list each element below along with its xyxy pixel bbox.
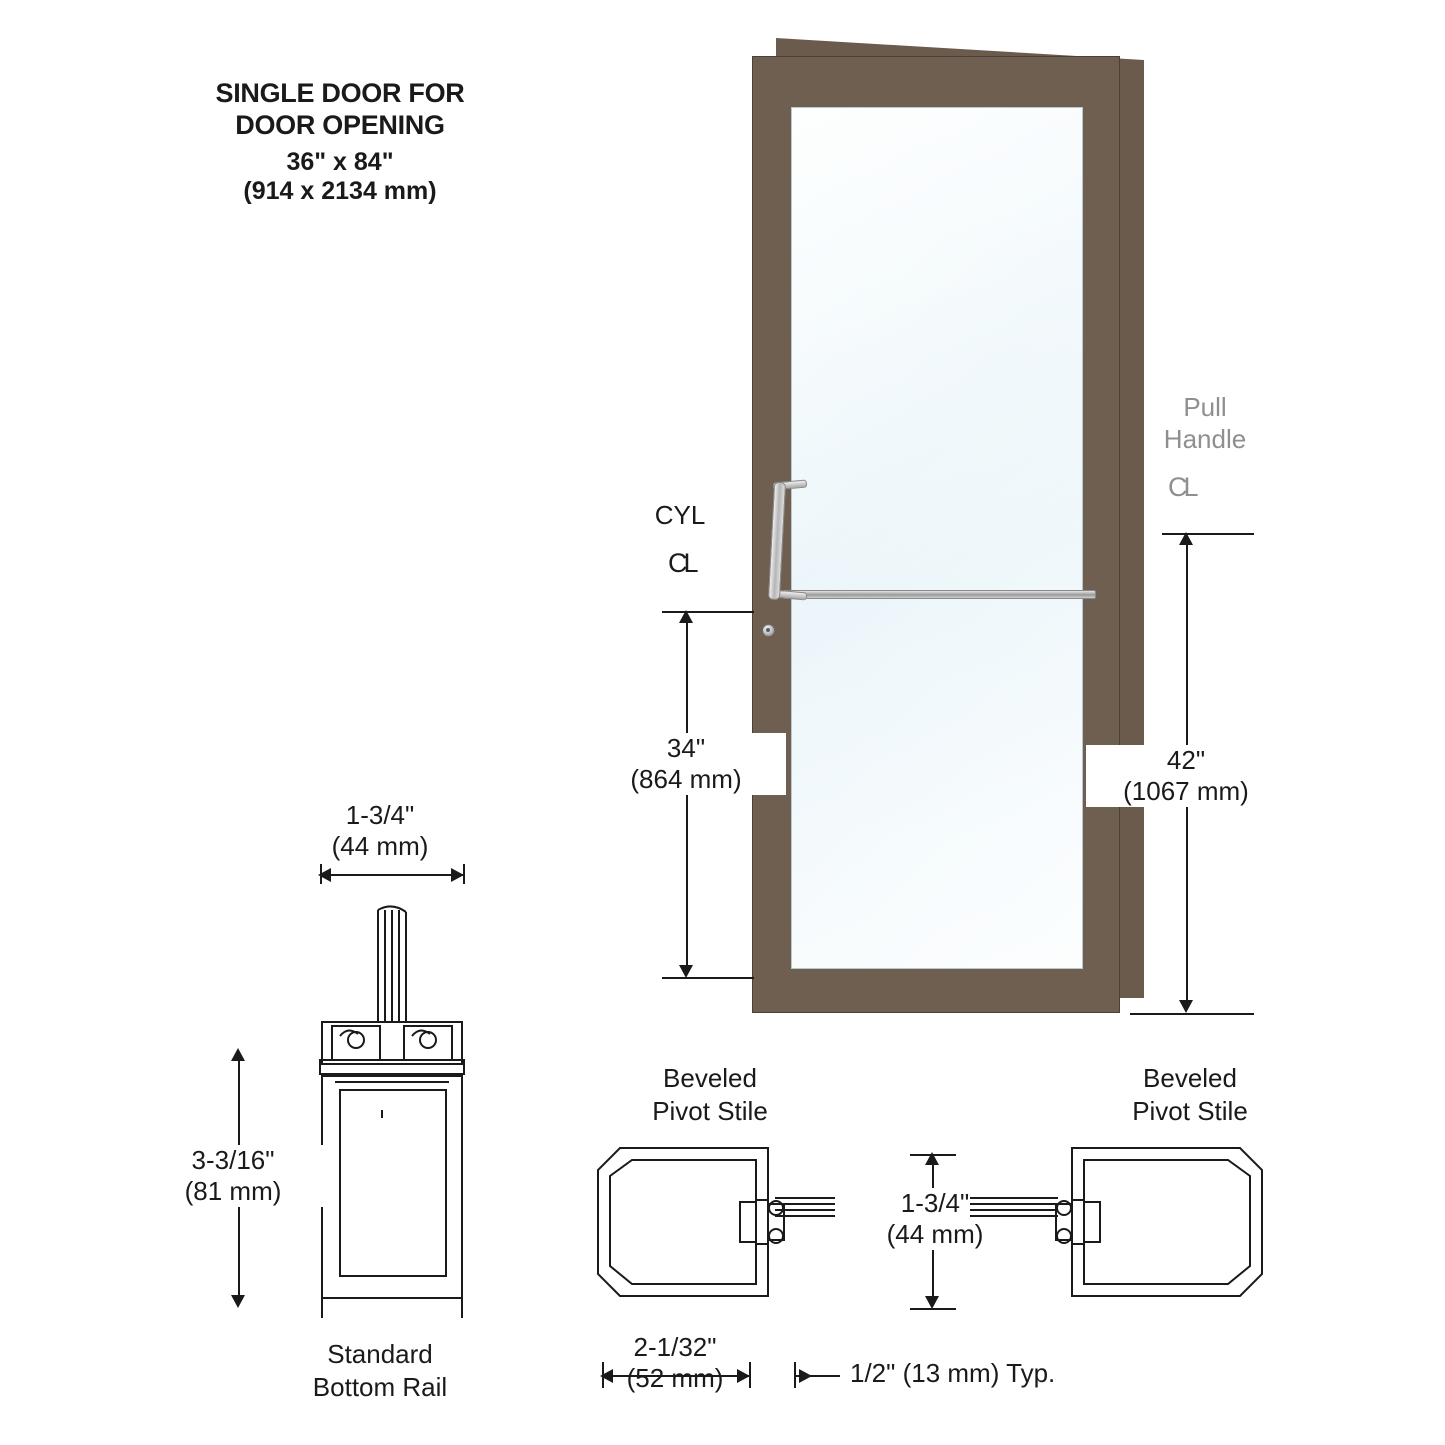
bottom-rail-caption	[230, 1338, 530, 1403]
door-glass-panel	[791, 107, 1083, 969]
right-stile-caption-line-2: Pivot Stile	[1132, 1095, 1248, 1126]
right-stile-caption	[1060, 1062, 1320, 1127]
bottom-rail-height-mm: (81 mm)	[184, 1176, 282, 1207]
title-line-1: SINGLE DOOR FOR	[215, 78, 465, 108]
bottom-rail-caption-line-2: Bottom Rail	[312, 1371, 448, 1402]
typ-dim-arrow	[799, 1369, 812, 1383]
left-stile-profile-svg	[590, 1142, 800, 1302]
pull-handle-centerline-symbol: CL	[1168, 472, 1195, 502]
stile-thickness-ext-bottom	[910, 1308, 956, 1310]
bottom-rail-width-value	[260, 800, 500, 862]
cylinder-keyway-icon	[766, 628, 770, 632]
stile-thickness-ext-top	[910, 1154, 956, 1156]
cyl-dimension-mm: (864 mm)	[630, 764, 742, 795]
glass-reflection	[792, 108, 1082, 968]
bottom-rail-width-mm: (44 mm)	[331, 831, 429, 862]
left-stile-caption-line-2: Pivot Stile	[652, 1095, 768, 1126]
pull-handle-label-line-1: Pull	[1183, 392, 1227, 422]
right-stile-profile-svg	[1040, 1142, 1270, 1302]
pull-dimension-value	[1086, 745, 1286, 807]
cyl-extension-line-bottom	[662, 977, 754, 979]
bottom-rail-caption-line-1: Standard	[327, 1339, 433, 1369]
pivot-stile-sections	[580, 1063, 1320, 1420]
cyl-dimension-inches: 34"	[666, 733, 706, 763]
right-stile-caption-line-1: Beveled	[1143, 1063, 1237, 1093]
stile-depth-value	[575, 1332, 775, 1394]
push-bar-hardware	[783, 590, 1096, 599]
typ-dimension-value: 1/2" (13 mm) Typ.	[850, 1358, 1056, 1388]
bottom-rail-width-ext-right	[463, 864, 465, 884]
title-block	[170, 78, 510, 207]
cyl-dimension-value	[586, 733, 786, 795]
left-stile-caption-line-1: Beveled	[663, 1063, 757, 1093]
pull-extension-line-bottom	[1130, 1013, 1254, 1015]
pull-handle-grip	[768, 482, 786, 600]
cyl-centerline-symbol: CL	[668, 548, 695, 578]
bottom-rail-width-dim-line	[320, 874, 464, 876]
pull-dimension-inches: 42"	[1166, 745, 1206, 775]
left-stile-caption	[580, 1062, 840, 1127]
stile-depth-mm: (52 mm)	[626, 1363, 724, 1394]
bottom-rail-height-arrow-top	[231, 1048, 245, 1061]
pull-handle-label-line-2: Handle	[1163, 424, 1247, 454]
title-line-2: DOOR OPENING	[235, 109, 445, 140]
bottom-rail-height-arrow-bottom	[231, 1295, 245, 1308]
door-frame	[752, 56, 1120, 1013]
pull-extension-line-top	[1162, 533, 1254, 535]
bottom-rail-height-inches: 3-3/16"	[191, 1145, 275, 1175]
stile-depth-inches: 2-1/32"	[633, 1332, 717, 1362]
bottom-rail-width-ext-left	[320, 864, 322, 884]
pull-dimension-mm: (1067 mm)	[1123, 776, 1249, 807]
pull-dim-arrow-bottom	[1179, 1000, 1193, 1013]
stile-thickness-inches: 1-3/4"	[900, 1188, 970, 1218]
door-elevation-drawing	[752, 38, 1144, 1013]
title-opening-size-inches: 36" x 84"	[286, 147, 394, 176]
cyl-extension-line-top	[662, 611, 754, 613]
bottom-rail-height-value	[138, 1145, 328, 1207]
bottom-rail-section-drawing	[184, 790, 500, 1420]
bottom-rail-width-inches: 1-3/4"	[345, 800, 415, 830]
cyl-label: CYL	[654, 500, 706, 530]
stile-thickness-mm: (44 mm)	[886, 1219, 984, 1250]
title-opening-size-mm: (914 x 2134 mm)	[243, 177, 437, 206]
